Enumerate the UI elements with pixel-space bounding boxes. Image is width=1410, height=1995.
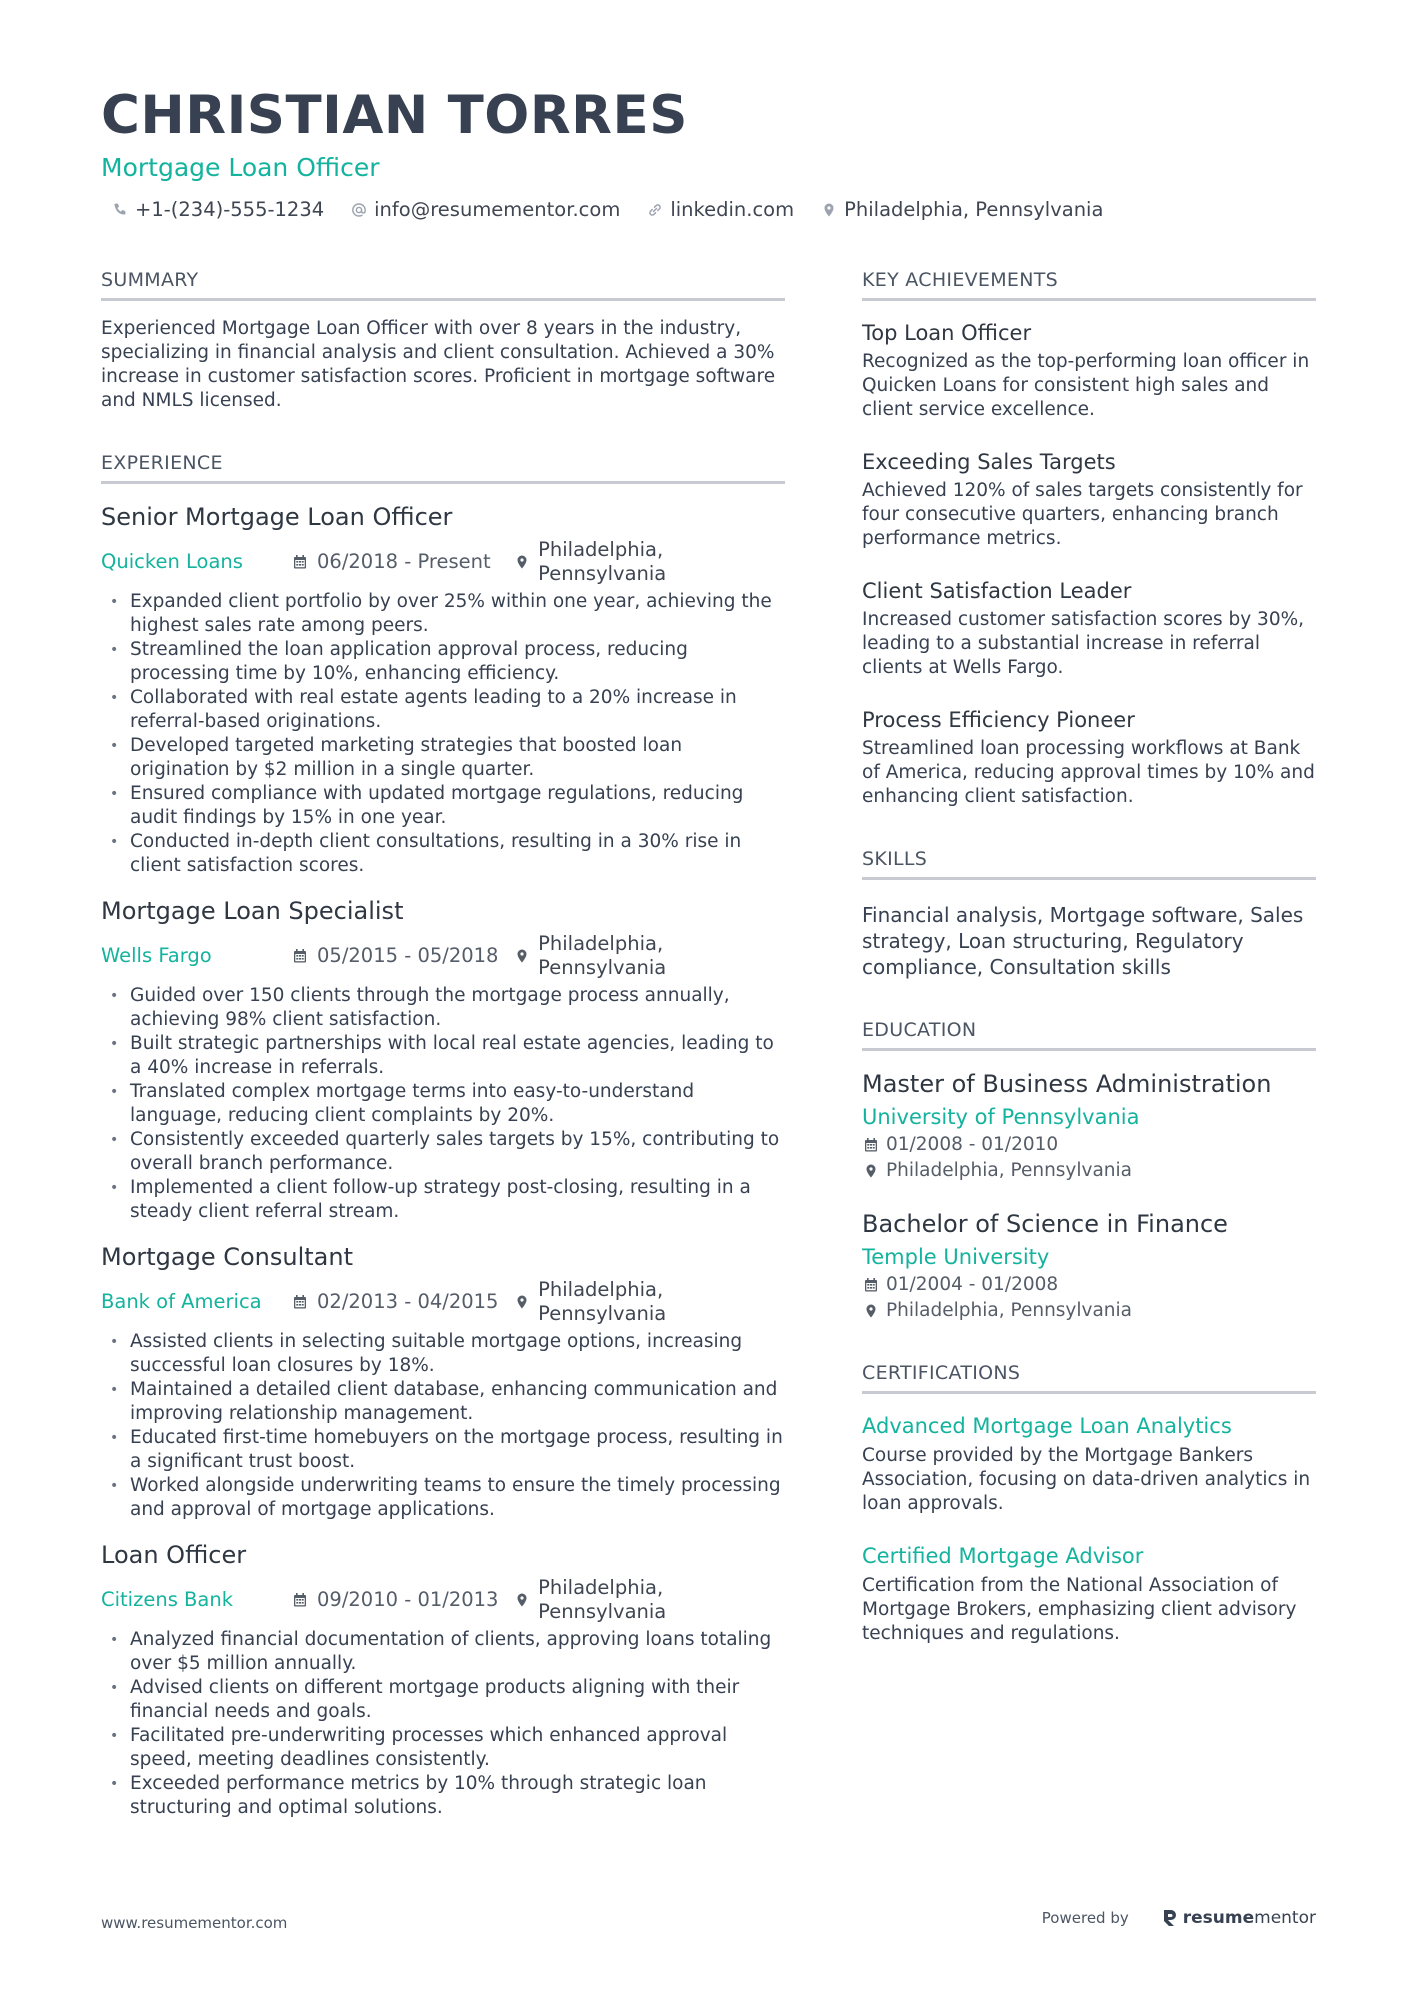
achievement-desc: Streamlined loan processing workflows at Bank of America, reducing approval times by 10% and enhancing client satisfaction. bbox=[862, 738, 1315, 807]
section-heading: KEY ACHIEVEMENTS bbox=[862, 268, 1316, 301]
job-bullets bbox=[101, 984, 785, 1224]
certification-item bbox=[862, 1412, 1316, 1516]
education-item bbox=[862, 1069, 1316, 1183]
right-column bbox=[862, 268, 1316, 1684]
list-item: • Implemented a client follow-up strategy post-closing, resulting in a steady client referral stream. bbox=[101, 1176, 785, 1224]
resume-header bbox=[101, 84, 1321, 221]
list-item: • Streamlined the loan application approval process, reducing processing time by 10%, enhancing efficiency. bbox=[101, 638, 785, 686]
job-company: Citizens Bank bbox=[101, 1588, 234, 1611]
list-item: • Collaborated with real estate agents leading to a 20% increase in referral-based originations. bbox=[101, 686, 785, 734]
section-heading: SUMMARY bbox=[101, 268, 785, 301]
location-icon bbox=[862, 1302, 880, 1320]
list-item: • Exceeded performance metrics by 10% through strategic loan structuring and optimal solutions. bbox=[101, 1772, 785, 1820]
list-item: • Expanded client portfolio by over 25% within one year, achieving the highest sales rate among peers. bbox=[101, 590, 785, 638]
job-title: Loan Officer bbox=[101, 1541, 247, 1569]
calendar-icon bbox=[291, 1293, 309, 1311]
list-item: • Maintained a detailed client database, enhancing communication and improving relationship management. bbox=[101, 1378, 785, 1426]
list-item: • Assisted clients in selecting suitable mortgage options, increasing successful loan closures by 18%. bbox=[101, 1330, 785, 1378]
achievement-desc: Increased customer satisfaction scores by 30%, leading to a substantial increase in referral clients at Wells Fargo. bbox=[862, 609, 1305, 678]
job-location bbox=[513, 1278, 785, 1326]
powered-by-text: Powered by bbox=[1041, 1909, 1129, 1927]
job-location-text: Philadelphia, Pennsylvania bbox=[538, 1278, 667, 1325]
candidate-name: CHRISTIAN TORRES bbox=[101, 85, 688, 146]
job-meta bbox=[101, 538, 785, 586]
contact-linkedin[interactable] bbox=[646, 198, 794, 221]
calendar-icon bbox=[862, 1276, 880, 1294]
certification-title: Advanced Mortgage Loan Analytics bbox=[862, 1414, 1232, 1438]
education-degree: Master of Business Administration bbox=[862, 1070, 1272, 1098]
list-item: • Built strategic partnerships with local real estate agencies, leading to a 40% increase in referrals. bbox=[101, 1032, 785, 1080]
job-entry bbox=[101, 1540, 785, 1820]
job-title: Mortgage Consultant bbox=[101, 1243, 354, 1271]
education-dates bbox=[862, 1273, 1316, 1297]
education-degree: Bachelor of Science in Finance bbox=[862, 1210, 1228, 1238]
achievement-desc: Achieved 120% of sales targets consistently for four consecutive quarters, enhancing branch performance metrics. bbox=[862, 480, 1303, 549]
achievement-desc: Recognized as the top-performing loan officer in Quicken Loans for consistent high sales and client service excellence. bbox=[862, 351, 1310, 420]
achievement-title: Client Satisfaction Leader bbox=[862, 579, 1132, 603]
contact-email[interactable] bbox=[350, 198, 620, 221]
list-item: • Educated first-time homebuyers on the mortgage process, resulting in a significant trust boost. bbox=[101, 1426, 785, 1474]
certifications-section bbox=[862, 1361, 1316, 1646]
location-icon bbox=[513, 947, 530, 965]
list-item: • Analyzed financial documentation of clients, approving loans totaling over $5 million annually. bbox=[101, 1628, 785, 1676]
brand-name-first: resume bbox=[1182, 1908, 1255, 1928]
phone-icon bbox=[111, 201, 129, 219]
achievement-title: Process Efficiency Pioneer bbox=[862, 708, 1135, 732]
job-dates bbox=[291, 550, 513, 574]
list-item: • Developed targeted marketing strategies that boosted loan origination by $2 million in a single quarter. bbox=[101, 734, 785, 782]
education-location bbox=[862, 1159, 1316, 1183]
location-icon bbox=[513, 553, 530, 571]
job-entry bbox=[101, 896, 785, 1224]
list-item: • Advised clients on different mortgage products aligning with their financial needs and goals. bbox=[101, 1676, 785, 1724]
skills-section bbox=[862, 847, 1316, 980]
left-column bbox=[101, 268, 785, 1858]
job-location bbox=[513, 1576, 785, 1624]
achievement-title: Exceeding Sales Targets bbox=[862, 450, 1116, 474]
job-location-text: Philadelphia, Pennsylvania bbox=[538, 538, 667, 585]
certification-title: Certified Mortgage Advisor bbox=[862, 1544, 1144, 1568]
list-item: • Guided over 150 clients through the mortgage process annually, achieving 98% client satisfaction. bbox=[101, 984, 785, 1032]
job-company: Quicken Loans bbox=[101, 550, 243, 573]
calendar-icon bbox=[291, 1591, 309, 1609]
job-entry bbox=[101, 1242, 785, 1522]
education-school: Temple University bbox=[862, 1245, 1050, 1269]
contact-phone[interactable] bbox=[111, 198, 324, 221]
education-location-text: Philadelphia, Pennsylvania bbox=[886, 1160, 1133, 1181]
contact-linkedin-text: linkedin.com bbox=[670, 198, 795, 221]
education-dates-text: 01/2008 - 01/2010 bbox=[886, 1134, 1059, 1155]
achievements-section bbox=[862, 268, 1316, 809]
education-item bbox=[862, 1209, 1316, 1323]
section-heading: SKILLS bbox=[862, 847, 1316, 880]
location-icon bbox=[820, 201, 838, 219]
job-location bbox=[513, 932, 785, 980]
job-entry bbox=[101, 502, 785, 878]
calendar-icon bbox=[291, 947, 309, 965]
job-dates bbox=[291, 1588, 513, 1612]
education-school: University of Pennsylvania bbox=[862, 1105, 1140, 1129]
achievement-title: Top Loan Officer bbox=[862, 321, 1032, 345]
skills-text: Financial analysis, Mortgage software, Sales strategy, Loan structuring, Regulatory compliance, Consultation skills bbox=[862, 903, 1304, 979]
section-heading: EDUCATION bbox=[862, 1018, 1316, 1051]
link-icon bbox=[646, 201, 664, 219]
section-heading: CERTIFICATIONS bbox=[862, 1361, 1316, 1394]
list-item: • Conducted in-depth client consultations, resulting in a 30% rise in client satisfaction scores. bbox=[101, 830, 785, 878]
candidate-title: Mortgage Loan Officer bbox=[101, 153, 380, 182]
achievement-item bbox=[862, 577, 1316, 680]
location-icon bbox=[513, 1591, 530, 1609]
job-dates-text: 06/2018 - Present bbox=[317, 550, 491, 573]
job-location bbox=[513, 538, 785, 586]
job-meta bbox=[101, 932, 785, 980]
achievement-item bbox=[862, 448, 1316, 551]
job-company: Bank of America bbox=[101, 1290, 262, 1313]
achievement-item bbox=[862, 319, 1316, 422]
list-item: • Translated complex mortgage terms into easy-to-understand language, reducing client complaints by 20%. bbox=[101, 1080, 785, 1128]
education-location bbox=[862, 1299, 1316, 1323]
job-location-text: Philadelphia, Pennsylvania bbox=[538, 1576, 667, 1623]
contact-location bbox=[820, 198, 1103, 221]
location-icon bbox=[862, 1162, 880, 1180]
experience-section bbox=[101, 451, 785, 1820]
brand-logo-link[interactable] bbox=[1161, 1908, 1316, 1928]
job-dates-text: 02/2013 - 04/2015 bbox=[317, 1290, 499, 1313]
job-dates bbox=[291, 1290, 513, 1314]
footer-website[interactable]: www.resumementor.com bbox=[101, 1914, 288, 1932]
contact-location-text: Philadelphia, Pennsylvania bbox=[844, 198, 1104, 221]
contact-bar bbox=[101, 198, 1321, 221]
brand-name-second: mentor bbox=[1254, 1908, 1316, 1928]
job-meta bbox=[101, 1278, 785, 1326]
contact-email-text: info@resumementor.com bbox=[374, 198, 621, 221]
calendar-icon bbox=[291, 553, 309, 571]
certification-item bbox=[862, 1542, 1316, 1646]
list-item: • Ensured compliance with updated mortgage regulations, reducing audit findings by 15% in one year. bbox=[101, 782, 785, 830]
contact-phone-text: +1-(234)-555-1234 bbox=[135, 198, 325, 221]
education-dates bbox=[862, 1133, 1316, 1157]
job-dates-text: 09/2010 - 01/2013 bbox=[317, 1588, 499, 1611]
list-item: • Consistently exceeded quarterly sales targets by 15%, contributing to overall branch performance. bbox=[101, 1128, 785, 1176]
list-item: • Facilitated pre-underwriting processes which enhanced approval speed, meeting deadlines consistently. bbox=[101, 1724, 785, 1772]
certification-desc: Certification from the National Association of Mortgage Brokers, emphasizing client advisory techniques and regulations. bbox=[862, 1575, 1297, 1644]
job-bullets bbox=[101, 1628, 785, 1820]
job-dates bbox=[291, 944, 513, 968]
job-company: Wells Fargo bbox=[101, 944, 212, 967]
footer-branding bbox=[1042, 1908, 1316, 1928]
education-location-text: Philadelphia, Pennsylvania bbox=[886, 1300, 1133, 1321]
job-bullets bbox=[101, 590, 785, 878]
job-meta bbox=[101, 1576, 785, 1624]
education-section bbox=[862, 1018, 1316, 1323]
education-dates-text: 01/2004 - 01/2008 bbox=[886, 1274, 1059, 1295]
location-icon bbox=[513, 1293, 530, 1311]
brand-logo-icon bbox=[1161, 1908, 1179, 1928]
list-item: • Worked alongside underwriting teams to ensure the timely processing and approval of mortgage applications. bbox=[101, 1474, 785, 1522]
certification-desc: Course provided by the Mortgage Bankers Association, focusing on data-driven analytics in loan approvals. bbox=[862, 1445, 1311, 1514]
job-location-text: Philadelphia, Pennsylvania bbox=[538, 932, 667, 979]
calendar-icon bbox=[862, 1136, 880, 1154]
summary-text: Experienced Mortgage Loan Officer with over 8 years in the industry, specializing in financial analysis and client consultation. Achieved a 30% increase in customer satisfaction scores. Proficient in mortgage software and NMLS licensed. bbox=[101, 318, 776, 411]
achievement-item bbox=[862, 706, 1316, 809]
summary-section bbox=[101, 268, 785, 413]
job-title: Senior Mortgage Loan Officer bbox=[101, 503, 453, 531]
job-dates-text: 05/2015 - 05/2018 bbox=[317, 944, 499, 967]
section-heading: EXPERIENCE bbox=[101, 451, 785, 484]
at-icon bbox=[350, 201, 368, 219]
job-title: Mortgage Loan Specialist bbox=[101, 897, 404, 925]
job-bullets bbox=[101, 1330, 785, 1522]
